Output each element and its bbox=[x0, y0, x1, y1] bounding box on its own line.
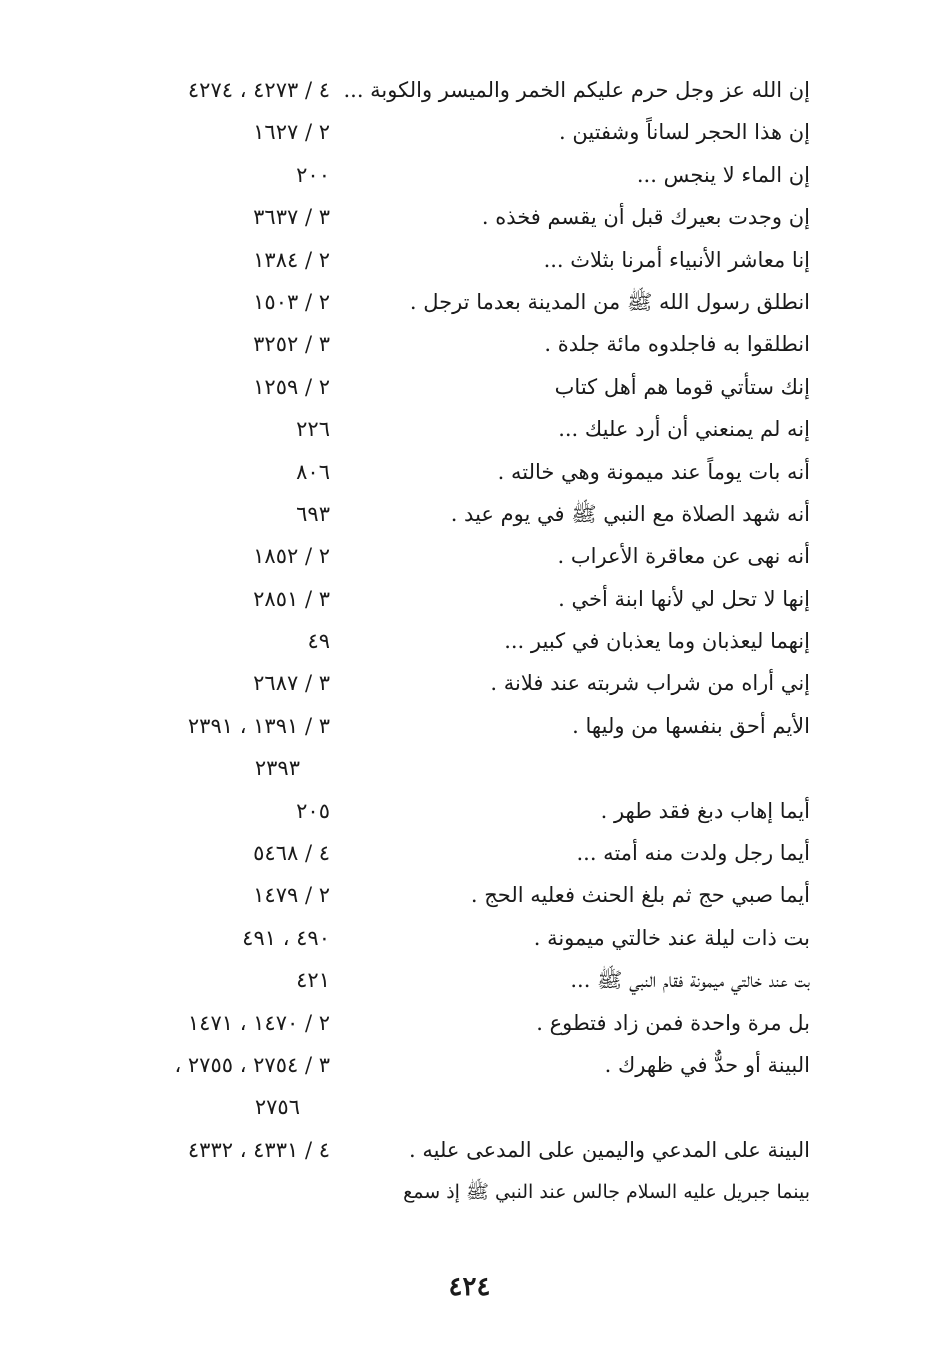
entry-reference: ٢ / ١٢٥٩ bbox=[253, 374, 330, 399]
index-entry bbox=[90, 155, 810, 197]
entry-reference: ٣ / ٣٢٥٢ bbox=[253, 332, 330, 357]
index-entry bbox=[90, 324, 810, 366]
index-entry bbox=[90, 1045, 810, 1087]
entry-text: أيما صبي حج ثم بلغ الحنث فعليه الحج . bbox=[470, 883, 810, 908]
entry-reference: ٢ / ١٨٥٢ bbox=[253, 544, 330, 569]
entry-text: إنها لا تحل لي لأنها ابنة أخي . bbox=[558, 586, 810, 611]
entry-reference: ٤٢١ bbox=[296, 968, 330, 993]
entry-text: البينة أو حدٌّ في ظهرك . bbox=[604, 1052, 810, 1077]
index-entry bbox=[90, 112, 810, 154]
index-entry bbox=[90, 70, 810, 112]
entry-text: أنه شهد الصلاة مع النبي ﷺ في يوم عيد . bbox=[450, 501, 810, 526]
entry-reference: ٢ / ١٤٧٩ bbox=[253, 883, 330, 908]
index-entry bbox=[90, 791, 810, 833]
entry-text: أيما رجل ولدت منه أمته ... bbox=[576, 841, 810, 866]
entry-reference: ٣ / ٢٦٨٧ bbox=[253, 671, 330, 696]
entry-reference: ٣ / ٣٦٣٧ bbox=[253, 205, 330, 230]
entry-reference: ٤ / ٤٣٣١ ، ٤٣٣٢ bbox=[187, 1137, 330, 1162]
index-entry bbox=[90, 833, 810, 875]
entry-reference: ٢ / ١٦٢٧ bbox=[253, 120, 330, 145]
entry-text: انطلق رسول الله ﷺ من المدينة بعدما ترجل . bbox=[409, 289, 810, 314]
entry-reference: ٢٢٦ bbox=[296, 417, 330, 442]
index-entry-continuation bbox=[90, 748, 810, 790]
index-entry bbox=[90, 875, 810, 917]
entry-text: أنه بات يوماً عند ميمونة وهي خالته . bbox=[497, 459, 810, 484]
entry-reference: ٤ / ٥٤٦٨ bbox=[253, 841, 330, 866]
entry-reference: ٤٩ bbox=[307, 629, 330, 654]
entry-reference: ٣ / ٢٨٥١ bbox=[253, 586, 330, 611]
index-entry-continuation bbox=[90, 1087, 810, 1129]
entry-reference: ٦٩٣ bbox=[296, 501, 330, 526]
entry-text: بت ذات ليلة عند خالتي ميمونة . bbox=[533, 925, 810, 950]
index-entry bbox=[90, 1172, 810, 1214]
entry-text: أيما إهاب دبغ فقد طهر . bbox=[600, 798, 810, 823]
entry-reference: ٢ / ١٥٠٣ bbox=[253, 289, 330, 314]
index-entry bbox=[90, 1130, 810, 1172]
index-entry bbox=[90, 579, 810, 621]
entry-text: إنا معاشر الأنبياء أمرنا بثلاث ... bbox=[543, 247, 810, 272]
index-entry bbox=[90, 663, 810, 705]
entry-text: بل مرة واحدة فمن زاد فتطوع . bbox=[536, 1010, 810, 1035]
entry-reference: ٣ / ١٣٩١ ، ٢٣٩١ bbox=[187, 713, 330, 738]
index-entry bbox=[90, 197, 810, 239]
entry-text: الأيم أحق بنفسها من وليها . bbox=[572, 713, 810, 738]
entry-reference: ٤ / ٤٢٧٣ ، ٤٢٧٤ bbox=[187, 78, 330, 102]
entry-text: إن الماء لا ينجس ... bbox=[636, 162, 810, 187]
entry-reference: ٨٠٦ bbox=[296, 459, 330, 484]
hadith-index-list bbox=[90, 70, 810, 1215]
index-entry bbox=[90, 282, 810, 324]
entry-text: أنه نهى عن معاقرة الأعراب . bbox=[557, 544, 810, 569]
entry-reference: ٢٣٩٣ bbox=[254, 756, 300, 781]
page-number: ٤٢٤ bbox=[448, 1272, 491, 1302]
entry-reference: ٤٩٠ ، ٤٩١ bbox=[242, 925, 330, 950]
entry-text: إنهما ليعذبان وما يعذبان في كبير ... bbox=[504, 629, 810, 654]
entry-reference: ٢ / ١٣٨٤ bbox=[253, 247, 330, 272]
entry-text: بينما جبريل عليه السلام جالس عند النبي ﷺ إذ سمع bbox=[403, 1181, 810, 1204]
entry-text: إني أراه من شراب شربته عند فلانة . bbox=[490, 671, 810, 696]
index-entry bbox=[90, 706, 810, 748]
entry-text: انطلقوا به فاجلدوه مائة جلدة . bbox=[544, 332, 810, 357]
index-entry bbox=[90, 1003, 810, 1045]
index-entry bbox=[90, 240, 810, 282]
entry-text: بت عند خالتي ميمونة فقام النبي ﷺ ... bbox=[570, 968, 810, 993]
entry-reference: ٢٧٥٦ bbox=[254, 1095, 300, 1120]
entry-text: إن هذا الحجر لساناً وشفتين . bbox=[559, 120, 810, 145]
entry-reference: ٢ / ١٤٧٠ ، ١٤٧١ bbox=[187, 1010, 330, 1035]
index-entry bbox=[90, 452, 810, 494]
index-entry bbox=[90, 621, 810, 663]
index-entry bbox=[90, 494, 810, 536]
entry-text: إن وجدت بعيرك قبل أن يقسم فخذه . bbox=[481, 205, 810, 230]
entry-text: إنك ستأتي قوما هم أهل كتاب bbox=[554, 374, 810, 399]
index-entry bbox=[90, 918, 810, 960]
index-entry bbox=[90, 536, 810, 578]
entry-text: البينة على المدعي واليمين على المدعى عليه . bbox=[409, 1137, 810, 1162]
entry-text: إن الله عز وجل حرم عليكم الخمر والميسر والكوبة ... bbox=[343, 78, 810, 102]
index-entry bbox=[90, 960, 810, 1002]
entry-text: إنه لم يمنعني أن أرد عليك ... bbox=[558, 417, 810, 442]
entry-reference: ٢٠٠ bbox=[296, 162, 330, 187]
entry-reference: ٣ / ٢٧٥٤ ، ٢٧٥٥ ، bbox=[174, 1052, 330, 1077]
index-entry bbox=[90, 367, 810, 409]
index-entry bbox=[90, 409, 810, 451]
entry-reference: ٢٠٥ bbox=[296, 798, 330, 823]
